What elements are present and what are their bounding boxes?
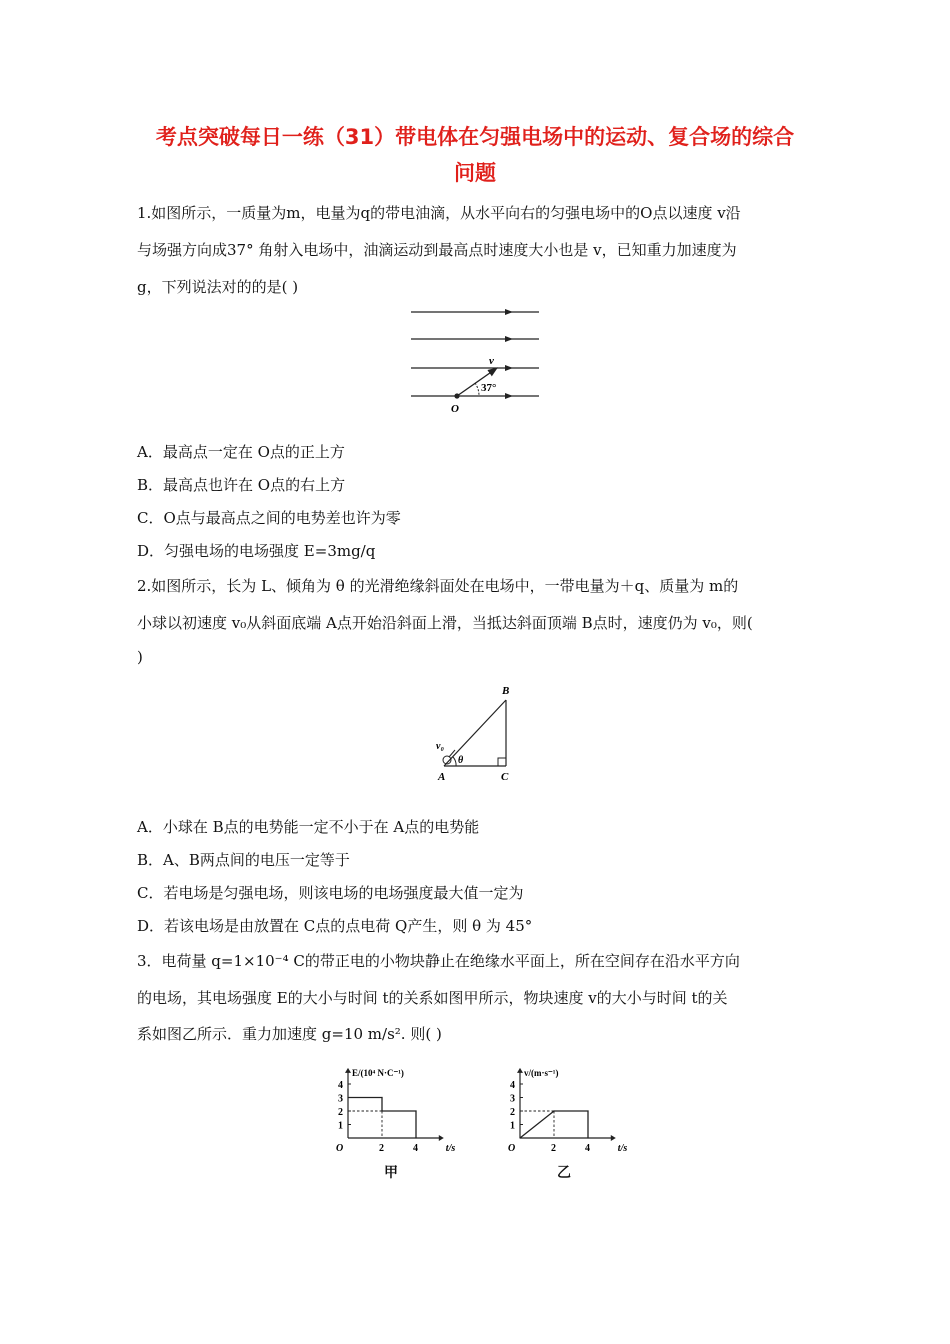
data-point [381,1097,382,1098]
q1-text-line2: 与场强方向成37° 角射入电场中，油滴运动到最高点时速度大小也是 v，已知重力加速度为 [137,241,737,259]
q1-text-line1: 1.如图所示，一质量为m，电量为q的带电油滴，从水平向右的匀强电场中的O点以速度 v沿 [137,204,741,222]
origin-label: O [508,1143,516,1154]
x-axis-arrow [439,1135,444,1141]
q1-option-b: B．最高点也许在 O点的右上方 [137,476,346,494]
q3-text-line2: 的电场，其电场强度 E的大小与时间 t的关系如图甲所示，物块速度 v的大小与时间 t的关 [137,989,728,1007]
data-point [347,1097,348,1098]
page-title-line2: 问题 [454,161,496,185]
q1-option-d: D．匀强电场的电场强度 E=3mg/q [137,542,376,560]
y-axis-arrow [517,1068,523,1073]
chart-e-caption: 甲 [384,1165,398,1181]
label-37: 37° [481,382,497,394]
q2-text-line2: 小球以初速度 v₀从斜面底端 A点开始沿斜面上滑，当抵达斜面顶端 B点时，速度仍为 v₀，则( [137,614,753,632]
q1-text-line3: g，下列说法对的的是( ) [137,278,299,296]
point-o [454,393,459,398]
theta-arc [453,757,456,766]
data-point [587,1110,588,1111]
y-axis-arrow [345,1068,351,1073]
field-arrow-4 [505,393,513,399]
right-angle-mark [498,758,506,766]
chart-v-caption: 乙 [557,1165,571,1181]
y-axis-label: v/(m·s⁻¹) [524,1067,559,1078]
y-tick-label: 1 [338,1120,343,1132]
data-point [415,1137,416,1138]
data-point [553,1110,554,1111]
incline-ab [444,700,506,766]
label-a: A [438,771,446,783]
y-tick-label: 3 [338,1093,343,1105]
q2-text-line3: ) [137,648,143,666]
y-tick-label: 2 [338,1107,343,1118]
data-point [587,1137,588,1138]
label-theta: θ [458,755,464,766]
x-tick-label: 4 [413,1143,418,1154]
x-axis-arrow [611,1135,616,1141]
q2-option-c: C．若电场是匀强电场，则该电场的电场强度最大值一定为 [137,884,524,902]
label-v: v [489,355,494,367]
data-point [415,1110,416,1111]
y-axis-label: E/(10⁴ N·C⁻¹) [352,1067,404,1078]
y-tick-label: 4 [510,1080,515,1091]
label-o: O [451,403,459,415]
q2-option-a: A．小球在 B点的电势能一定不小于在 A点的电势能 [137,818,480,836]
label-v0: v₀ [436,741,444,752]
label-b: B [502,685,510,697]
q1-option-c: C．O点与最高点之间的电势差也许为零 [137,509,401,527]
q1-option-a: A．最高点一定在 O点的正上方 [137,443,345,461]
page-title-line1: 考点突破每日一练（31）带电体在匀强电场中的运动、复合场的综合 [155,125,795,149]
origin-label: O [336,1143,344,1154]
q2-option-d: D．若该电场是由放置在 C点的点电荷 Q产生，则 θ 为 45° [137,917,533,935]
y-tick-label: 3 [510,1093,515,1105]
chart-v-vs-t [502,1056,632,1156]
chart-e-vs-t [330,1056,460,1156]
q1-field-figure [405,302,545,420]
q3-text-line3: 系如图乙所示．重力加速度 g=10 m/s². 则( ) [137,1025,442,1043]
field-arrow-1 [505,309,513,315]
y-tick-label: 4 [338,1080,343,1091]
x-tick-label: 2 [379,1143,384,1154]
q2-option-b: B．A、B两点间的电压一定等于 [137,851,350,869]
x-axis-label: t/s [617,1143,628,1154]
q2-text-line1: 2.如图所示，长为 L、倾角为 θ 的光滑绝缘斜面处在电场中，一带电量为＋q、质量为 m的 [137,577,739,595]
field-arrow-3 [505,365,513,371]
angle-arc [475,383,479,396]
y-tick-label: 1 [510,1120,515,1132]
y-tick-label: 2 [510,1107,515,1118]
q2-incline-figure [430,680,530,786]
q3-text-line1: 3．电荷量 q=1×10⁻⁴ C的带正电的小物块静止在绝缘水平面上，所在空间存在沿水平方向 [137,952,740,970]
data-point [381,1110,382,1111]
x-tick-label: 4 [585,1143,590,1154]
x-tick-label: 2 [551,1143,556,1154]
field-arrow-2 [505,336,513,342]
label-c: C [501,771,509,783]
data-point [519,1137,520,1138]
x-axis-label: t/s [445,1143,456,1154]
